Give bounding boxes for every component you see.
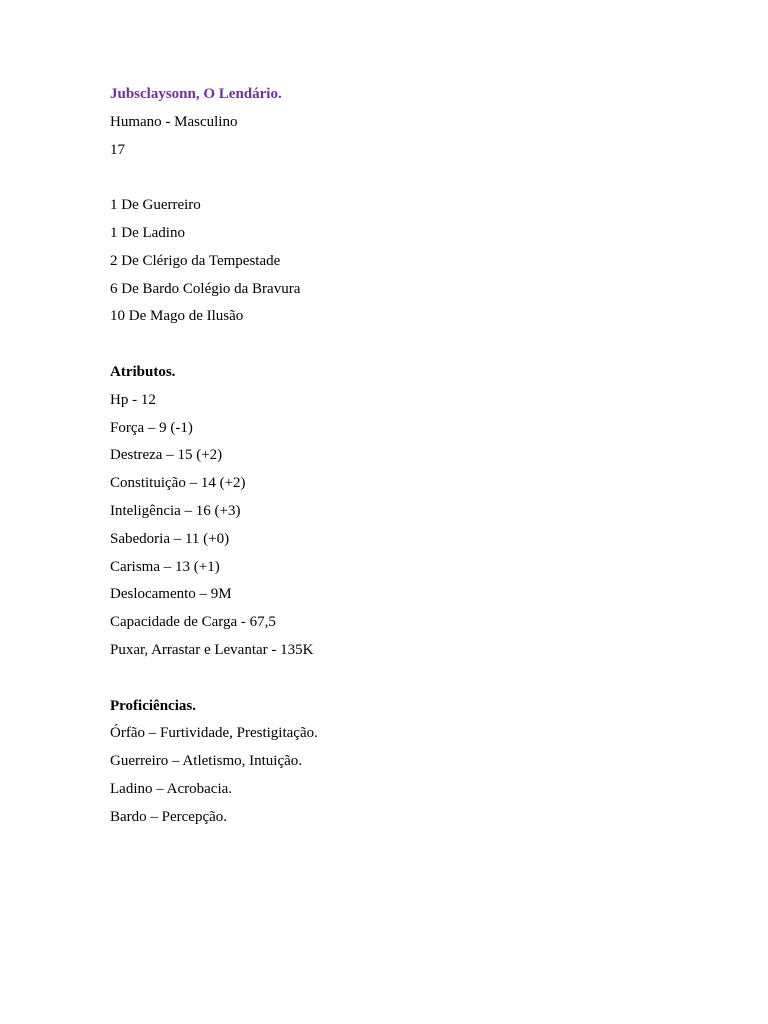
attribute-item: Força – 9 (-1) <box>110 419 193 436</box>
class-item: 10 De Mago de Ilusão <box>110 308 244 325</box>
proficiency-item: Guerreiro – Atletismo, Intuição. <box>110 753 303 770</box>
proficiencies-heading: Proficiências. <box>110 697 196 714</box>
attribute-item: Deslocamento – 9M <box>110 586 232 603</box>
class-list <box>110 195 710 334</box>
spacer <box>110 167 710 195</box>
race-gender: Humano - Masculino <box>110 113 238 130</box>
class-item: 1 De Ladino <box>110 224 185 241</box>
attribute-item: Puxar, Arrastar e Levantar - 135K <box>110 641 314 658</box>
attribute-item: Inteligência – 16 (+3) <box>110 502 241 519</box>
character-title: Jubsclaysonn, O Lendário. <box>110 86 282 102</box>
attribute-item: Destreza – 15 (+2) <box>110 447 223 464</box>
attribute-item: Capacidade de Carga - 67,5 <box>110 614 276 631</box>
proficiency-item: Órfão – Furtividade, Prestigitação. <box>110 725 318 742</box>
document-body <box>110 84 710 835</box>
spacer <box>110 334 710 362</box>
attribute-item: Carisma – 13 (+1) <box>110 558 220 575</box>
class-item: 1 De Guerreiro <box>110 197 201 214</box>
attribute-list <box>110 390 710 668</box>
attribute-item: Constituição – 14 (+2) <box>110 475 246 492</box>
class-item: 6 De Bardo Colégio da Bravura <box>110 280 301 297</box>
proficiency-list <box>110 723 710 834</box>
attributes-heading: Atributos. <box>110 363 176 380</box>
proficiency-item: Bardo – Percepção. <box>110 808 228 825</box>
character-level: 17 <box>110 141 125 158</box>
attribute-item: Hp - 12 <box>110 391 156 408</box>
proficiency-item: Ladino – Acrobacia. <box>110 780 233 797</box>
attribute-item: Sabedoria – 11 (+0) <box>110 530 230 547</box>
class-item: 2 De Clérigo da Tempestade <box>110 252 281 269</box>
spacer <box>110 668 710 696</box>
